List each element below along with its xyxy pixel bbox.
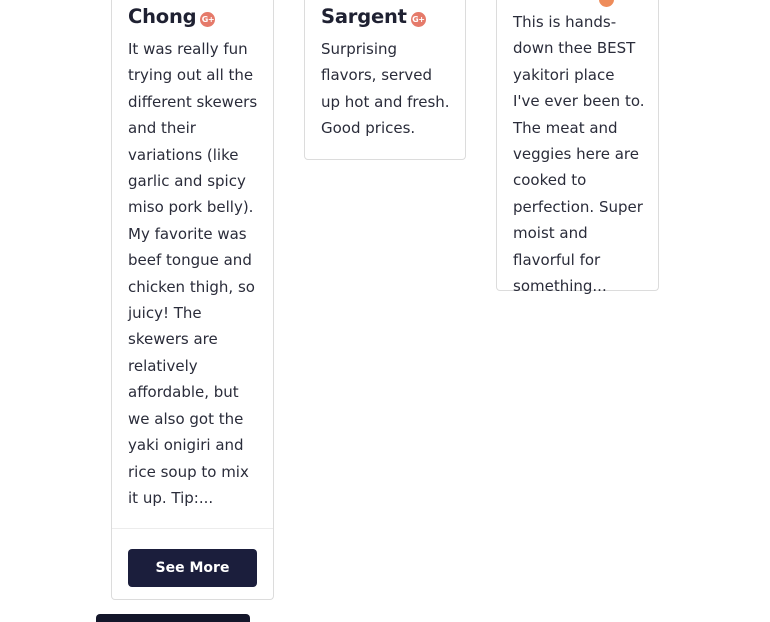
review-card [496, 0, 659, 296]
google-plus-icon: G+ [411, 12, 426, 27]
card-divider [112, 528, 273, 529]
reviewer-name-text: Sargent [321, 5, 407, 28]
reviewer-name [128, 4, 215, 30]
review-card [304, 0, 466, 160]
review-text: It was really fun trying out all the different skewers and their variations (like garlic and spicy miso pork belly). My favorite was beef tongue and chicken thigh, so juicy! The skewers are relatively affordable, but we also got the yaki onigiri and rice soup to mix it up. Tip:... [128, 40, 258, 507]
review-card [111, 0, 274, 600]
review-text: This is hands-down thee BEST yakitori place I've ever been to. The meat and veggies here are cooked to perfection. Super moist and flavorful for something... [513, 13, 645, 296]
see-more-button[interactable]: See More [128, 549, 257, 587]
google-plus-icon [599, 0, 614, 7]
reviewer-name [321, 4, 426, 30]
review-text: Surprising flavors, served up hot and fresh. Good prices. [321, 40, 450, 138]
reviewer-name-text: Chong [128, 5, 197, 28]
google-plus-icon: G+ [200, 12, 215, 27]
load-more-button[interactable] [96, 614, 250, 622]
